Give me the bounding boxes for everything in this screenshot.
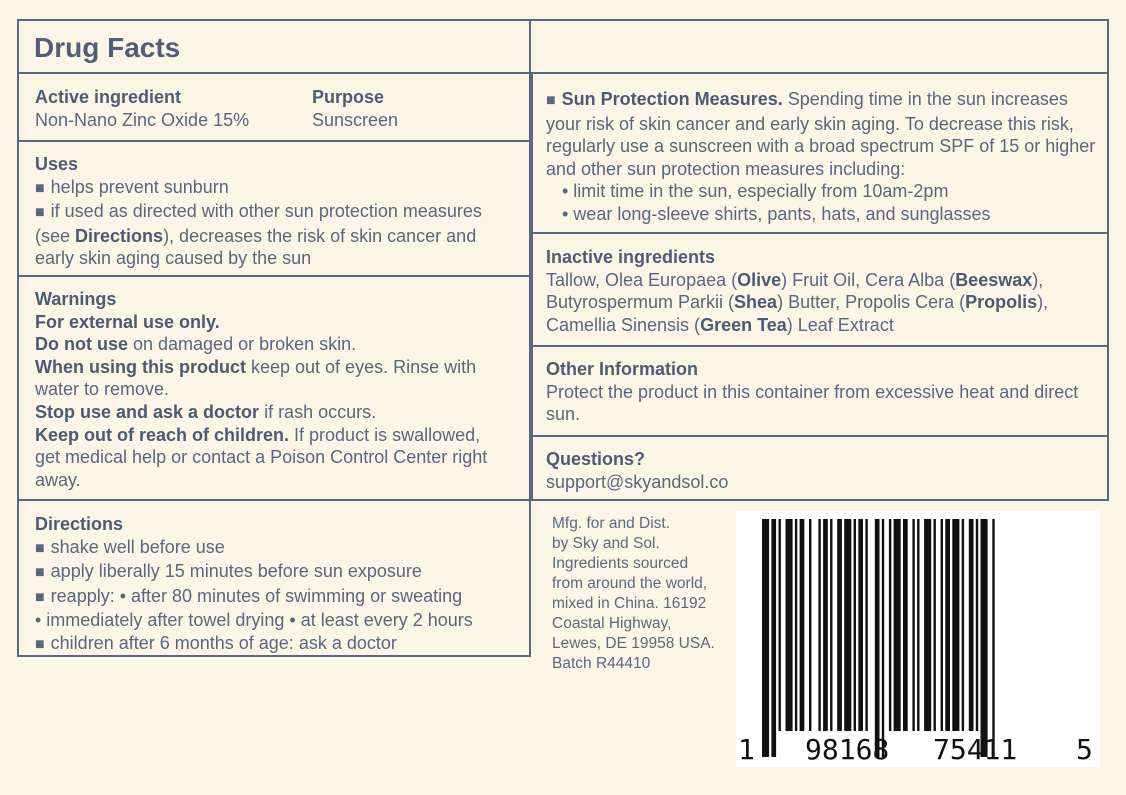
sun-bullet: • wear long-sleeve shirts, pants, hats, and sunglasses [562,203,991,224]
directions-section [35,513,525,657]
warning-line: Stop use and ask a doctor if rash occurs. [35,401,377,422]
uses-item: ■ if used as directed with other sun protection measures (see Directions), decreases the risk of skin cancer and early skin aging caused by the sun [35,200,515,270]
sun-protection-section [546,88,1098,226]
directions-item-continued: • immediately after towel drying • at least every 2 hours [35,610,473,631]
divider [531,435,1109,437]
barcode-bars-icon [736,511,1100,767]
support-email[interactable]: support@skyandsol.co [546,471,729,492]
active-ingredient-section [35,86,249,131]
directions-item: ■ apply liberally 15 minutes before sun exposure [35,560,525,585]
divider [531,232,1109,234]
barcode-digit: 98168 [805,733,890,766]
questions-section [546,448,1086,493]
directions-header: Directions [35,514,124,534]
active-ingredient-header: Active ingredient [35,87,182,107]
uses-item: ■ helps prevent sunburn [35,176,515,201]
sun-protection-header: Sun Protection Measures. [561,89,783,109]
sun-bullet: • limit time in the sun, especially from 10am-2pm [562,181,949,202]
inactive-list: Tallow, Olea Europaea (Olive) Fruit Oil, Cera Alba (Beeswax), Butyrospermum Parkii (Shea) Butter, Propolis Cera (Propolis), Camellia Sinensis (Green Tea) Leaf Extract [546,269,1049,335]
other-info-text: Protect the product in this container from excessive heat and direct sun. [546,381,1079,425]
divider [17,499,531,501]
warning-line: When using this product keep out of eyes. Rinse with water to remove. [35,356,477,400]
purpose-header: Purpose [312,87,385,107]
warning-line: Do not use on damaged or broken skin. [35,334,357,355]
inactive-header: Inactive ingredients [546,247,716,267]
divider [531,345,1109,347]
divider [17,140,531,142]
uses-section [35,153,515,270]
other-information-section [546,358,1086,426]
directions-item: ■ reapply: • after 80 minutes of swimming or sweating [35,585,525,610]
warnings-header: Warnings [35,289,117,309]
directions-item: ■ children after 6 months of age: ask a doctor [35,632,525,657]
page-title: Drug Facts [34,32,181,63]
purpose-value: Sunscreen [312,109,399,130]
active-ingredient-value: Non-Nano Zinc Oxide 15% [35,109,250,130]
divider [17,275,531,277]
external-use-text: For external use only. [35,311,220,332]
warning-line: Keep out of reach of children. If product is swallowed, get medical help or contact a Poison Control Center right away. [35,424,488,490]
sun-protection-text: Spending time in the sun increases your risk of skin cancer and early skin aging. To decrease this risk, regularly use a sunscreen with a broad spectrum SPF of 15 or higher and other sun protection measures including: [546,89,1096,179]
inactive-ingredients-section [546,246,1091,336]
barcode-digit: 1 [738,733,755,766]
uses-header: Uses [35,154,79,174]
barcode-digit: 5 [1076,733,1093,766]
barcode-digit: 75411 [933,733,1018,766]
other-info-header: Other Information [546,359,698,379]
questions-header: Questions? [546,449,646,469]
manufacturer-info: Mfg. for and Dist. by Sky and Sol. Ingredients sourced from around the world, mixed in China. 16192 Coastal Highway, Lewes, DE 19958 USA. Batch R44410 [552,515,715,672]
upc-barcode [736,511,1100,767]
directions-item: ■ shake well before use [35,536,525,561]
purpose-section [312,86,398,131]
warnings-section [35,288,505,491]
